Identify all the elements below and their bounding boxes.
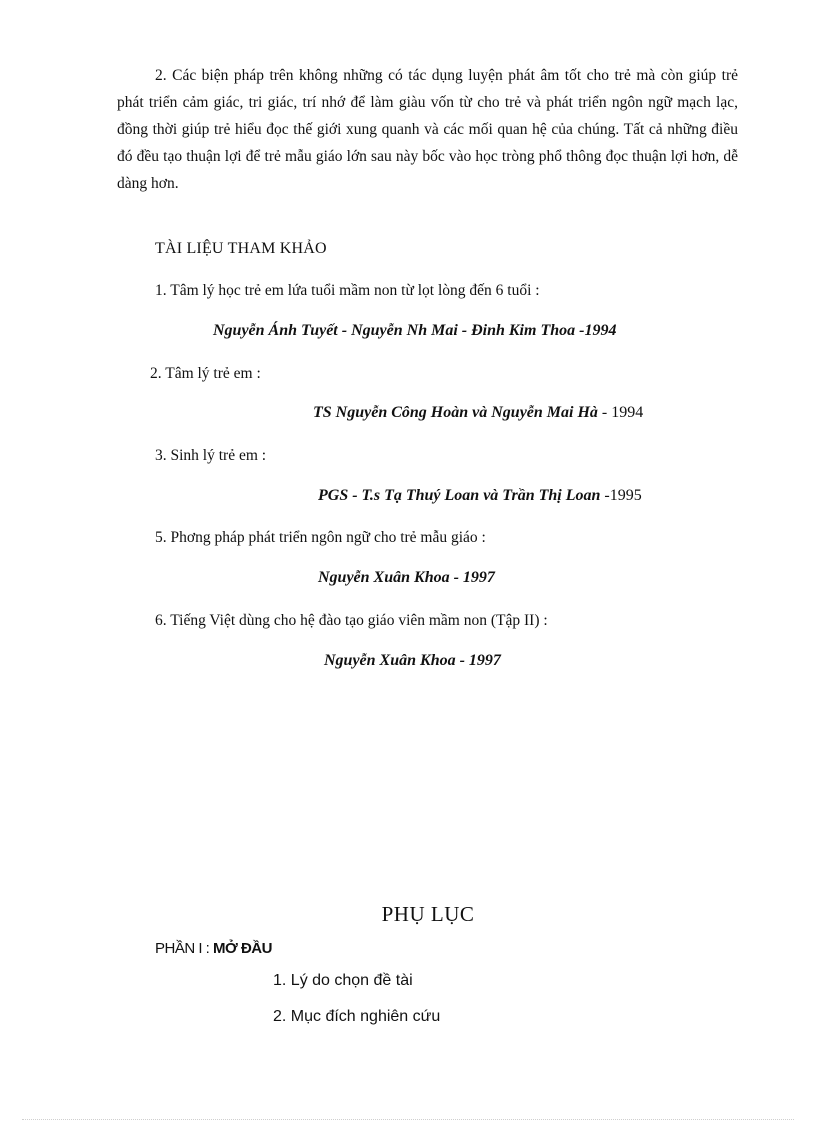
reference-6-author: Nguyễn Xuân Khoa - 1997 bbox=[324, 652, 501, 669]
reference-5-title: 5. Phơng pháp phát triển ngôn ngữ cho trẻ mẫu giáo : bbox=[155, 529, 486, 546]
reference-5-author: Nguyễn Xuân Khoa - 1997 bbox=[318, 569, 495, 586]
reference-1-author: Nguyễn Ánh Tuyết - Nguyễn Nh Mai - Đinh Kim Thoa -1994 bbox=[213, 322, 617, 339]
reference-2-title: 2. Tâm lý trẻ em : bbox=[150, 365, 261, 382]
toc-item-1: 1. Lý do chọn đề tài bbox=[273, 972, 413, 989]
reference-2-year: - 1994 bbox=[597, 404, 644, 421]
reference-2-author: TS Nguyễn Công Hoàn và Nguyễn Mai Hà bbox=[313, 404, 598, 421]
reference-2-author-line bbox=[313, 404, 643, 422]
reference-3-author: PGS - T.s Tạ Thuý Loan và Trần Thị Loan bbox=[318, 487, 601, 504]
part-label: PHẦN I : bbox=[155, 940, 214, 957]
reference-3-title: 3. Sinh lý trẻ em : bbox=[155, 447, 267, 464]
toc-item-2: 2. Mục đích nghiên cứu bbox=[273, 1008, 441, 1025]
appendix-title: PHỤ LỤC bbox=[381, 902, 475, 926]
reference-1-title: 1. Tâm lý học trẻ em lứa tuổi mầm non từ lọt lòng đến 6 tuổi : bbox=[155, 282, 540, 299]
body-paragraph bbox=[117, 62, 738, 197]
paragraph-text: 2. Các biện pháp trên không những có tác dụng luyện phát âm tốt cho trẻ mà còn giúp trẻ phát triển cảm giác, tri giác, trí nhớ để làm giàu vốn từ cho trẻ và phát triển ngôn ngữ mạch lạc, đồng thời giúp trẻ hiểu đọc thế giới xung quanh và các mối quan hệ của chúng. Tất cả những điều đó đều tạo thuận lợi để trẻ mẫu giáo lớn sau này bốc vào học tròng phổ thông đọc thuận lợi hơn, dễ dàng hơn. bbox=[117, 67, 738, 192]
page-bottom-divider bbox=[22, 1119, 794, 1120]
reference-6-title: 6. Tiếng Việt dùng cho hệ đào tạo giáo viên mầm non (Tập II) : bbox=[155, 612, 548, 629]
reference-3-year: -1995 bbox=[600, 487, 642, 504]
part-name: MỞ ĐẦU bbox=[213, 940, 272, 957]
references-heading: TÀI LIỆU THAM KHẢO bbox=[155, 240, 327, 257]
part-heading bbox=[155, 940, 272, 957]
reference-3-author-line bbox=[318, 487, 642, 505]
